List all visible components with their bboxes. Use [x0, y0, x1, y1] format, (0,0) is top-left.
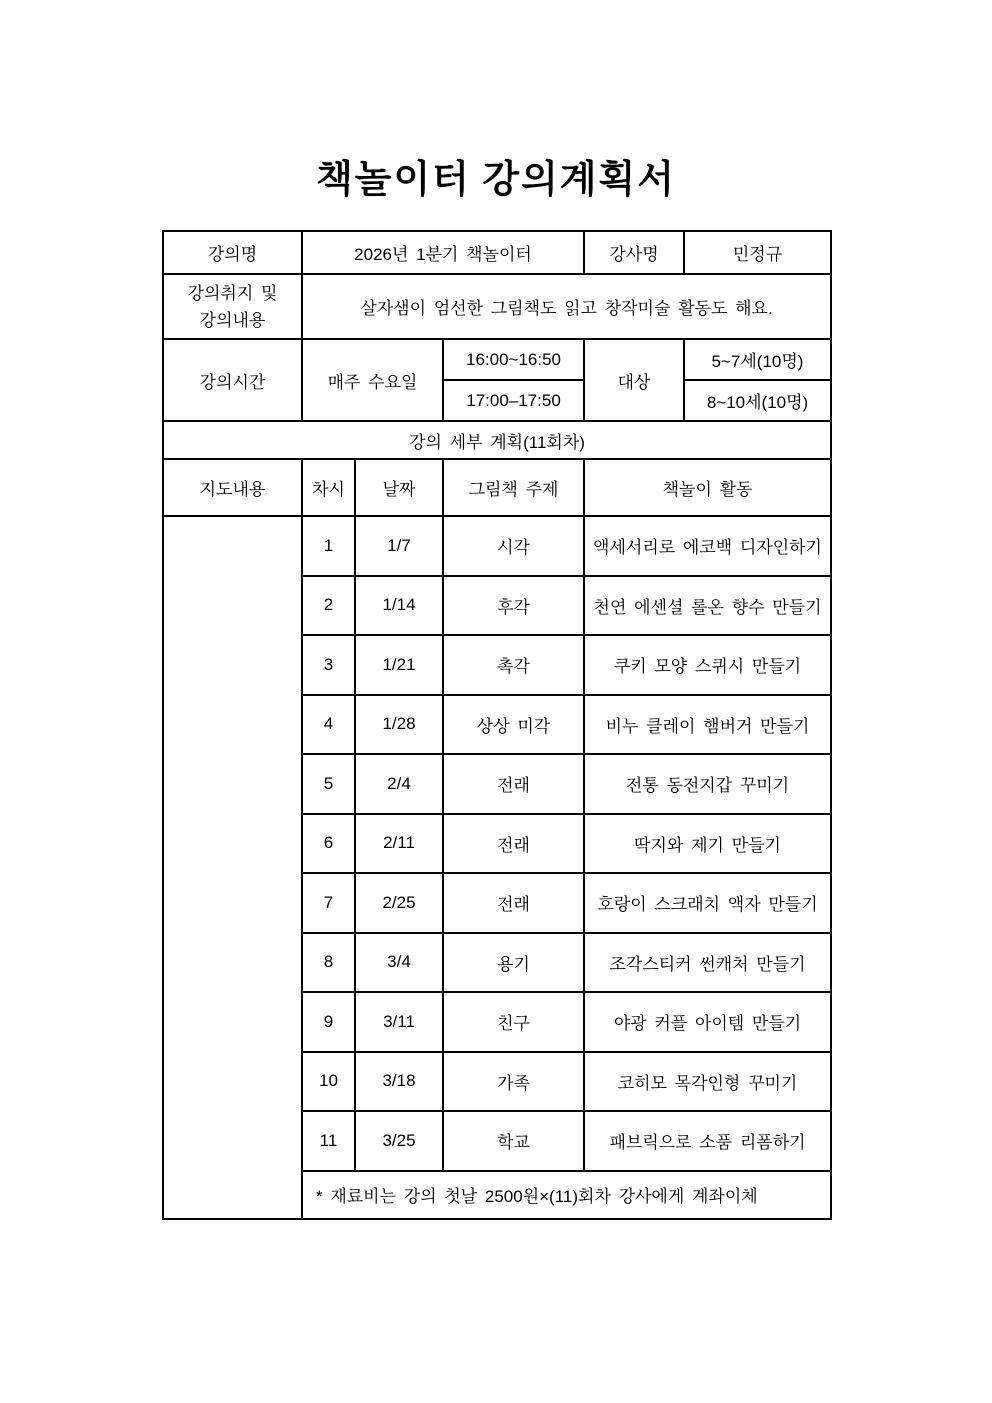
date-cell: 3/18	[355, 1052, 443, 1112]
purpose-label-line1: 강의취지 및	[187, 283, 278, 303]
target-group-1: 5~7세(10명)	[684, 339, 831, 380]
date-cell: 3/11	[355, 992, 443, 1052]
theme-cell: 전래	[443, 814, 584, 874]
materials-fee-note: * 재료비는 강의 첫날 2500원×(11)회차 강사에게 계좌이체	[302, 1171, 831, 1219]
guide-content-empty-cell	[163, 516, 302, 1219]
time-slot-1: 16:00~16:50	[443, 339, 584, 380]
header-date: 날짜	[355, 459, 443, 516]
course-info-row	[163, 231, 831, 274]
theme-cell: 전래	[443, 873, 584, 933]
date-cell: 1/28	[355, 695, 443, 755]
activity-cell: 호랑이 스크래치 액자 만들기	[584, 873, 831, 933]
activity-cell: 조각스티커 썬캐처 만들기	[584, 933, 831, 993]
activity-cell: 쿠키 모양 스퀴시 만들기	[584, 635, 831, 695]
session-cell: 2	[302, 576, 355, 636]
theme-cell: 가족	[443, 1052, 584, 1112]
header-theme: 그림책 주제	[443, 459, 584, 516]
theme-cell: 상상 미각	[443, 695, 584, 755]
date-cell: 2/25	[355, 873, 443, 933]
session-cell: 7	[302, 873, 355, 933]
session-cell: 5	[302, 754, 355, 814]
date-cell: 1/21	[355, 635, 443, 695]
activity-cell: 야광 커플 아이템 만들기	[584, 992, 831, 1052]
date-cell: 3/25	[355, 1111, 443, 1171]
theme-cell: 시각	[443, 516, 584, 576]
theme-cell: 후각	[443, 576, 584, 636]
schedule-header-row	[163, 459, 831, 516]
theme-cell: 용기	[443, 933, 584, 993]
session-cell: 11	[302, 1111, 355, 1171]
instructor-name-value: 민정규	[684, 231, 831, 274]
course-name-value: 2026년 1분기 책놀이터	[302, 231, 584, 274]
lecture-plan-table	[162, 230, 832, 1220]
activity-cell: 비누 클레이 햄버거 만들기	[584, 695, 831, 755]
date-cell: 1/14	[355, 576, 443, 636]
time-slot-2: 17:00–17:50	[443, 380, 584, 421]
target-label: 대상	[584, 339, 684, 421]
time-label: 강의시간	[163, 339, 302, 421]
activity-cell: 딱지와 제기 만들기	[584, 814, 831, 874]
session-cell: 8	[302, 933, 355, 993]
theme-cell: 학교	[443, 1111, 584, 1171]
session-cell: 6	[302, 814, 355, 874]
session-cell: 10	[302, 1052, 355, 1112]
date-cell: 1/7	[355, 516, 443, 576]
theme-cell: 촉각	[443, 635, 584, 695]
theme-cell: 친구	[443, 992, 584, 1052]
header-activity: 책놀이 활동	[584, 459, 831, 516]
activity-cell: 전통 동전지갑 꾸미기	[584, 754, 831, 814]
theme-cell: 전래	[443, 754, 584, 814]
time-row-1	[163, 339, 831, 380]
document-title: 책놀이터 강의계획서	[316, 159, 676, 201]
section-title-row	[163, 421, 831, 459]
target-group-2: 8~10세(10명)	[684, 380, 831, 421]
date-cell: 2/11	[355, 814, 443, 874]
header-session: 차시	[302, 459, 355, 516]
session-cell: 3	[302, 635, 355, 695]
schedule-row	[163, 516, 831, 576]
session-cell: 9	[302, 992, 355, 1052]
activity-cell: 천연 에센셜 롤온 향수 만들기	[584, 576, 831, 636]
course-name-label: 강의명	[163, 231, 302, 274]
purpose-label-line2: 강의내용	[199, 310, 266, 330]
instructor-label: 강사명	[584, 231, 684, 274]
date-cell: 3/4	[355, 933, 443, 993]
purpose-value: 살자샘이 엄선한 그림책도 읽고 창작미술 활동도 해요.	[302, 274, 831, 339]
header-guide: 지도내용	[163, 459, 302, 516]
purpose-label	[163, 274, 302, 339]
time-day-value: 매주 수요일	[302, 339, 443, 421]
purpose-row	[163, 274, 831, 339]
activity-cell: 패브릭으로 소품 리폼하기	[584, 1111, 831, 1171]
date-cell: 2/4	[355, 754, 443, 814]
activity-cell: 액세서리로 에코백 디자인하기	[584, 516, 831, 576]
session-cell: 4	[302, 695, 355, 755]
activity-cell: 코히모 목각인형 꾸미기	[584, 1052, 831, 1112]
section-title: 강의 세부 계획(11회차)	[163, 421, 831, 459]
session-cell: 1	[302, 516, 355, 576]
